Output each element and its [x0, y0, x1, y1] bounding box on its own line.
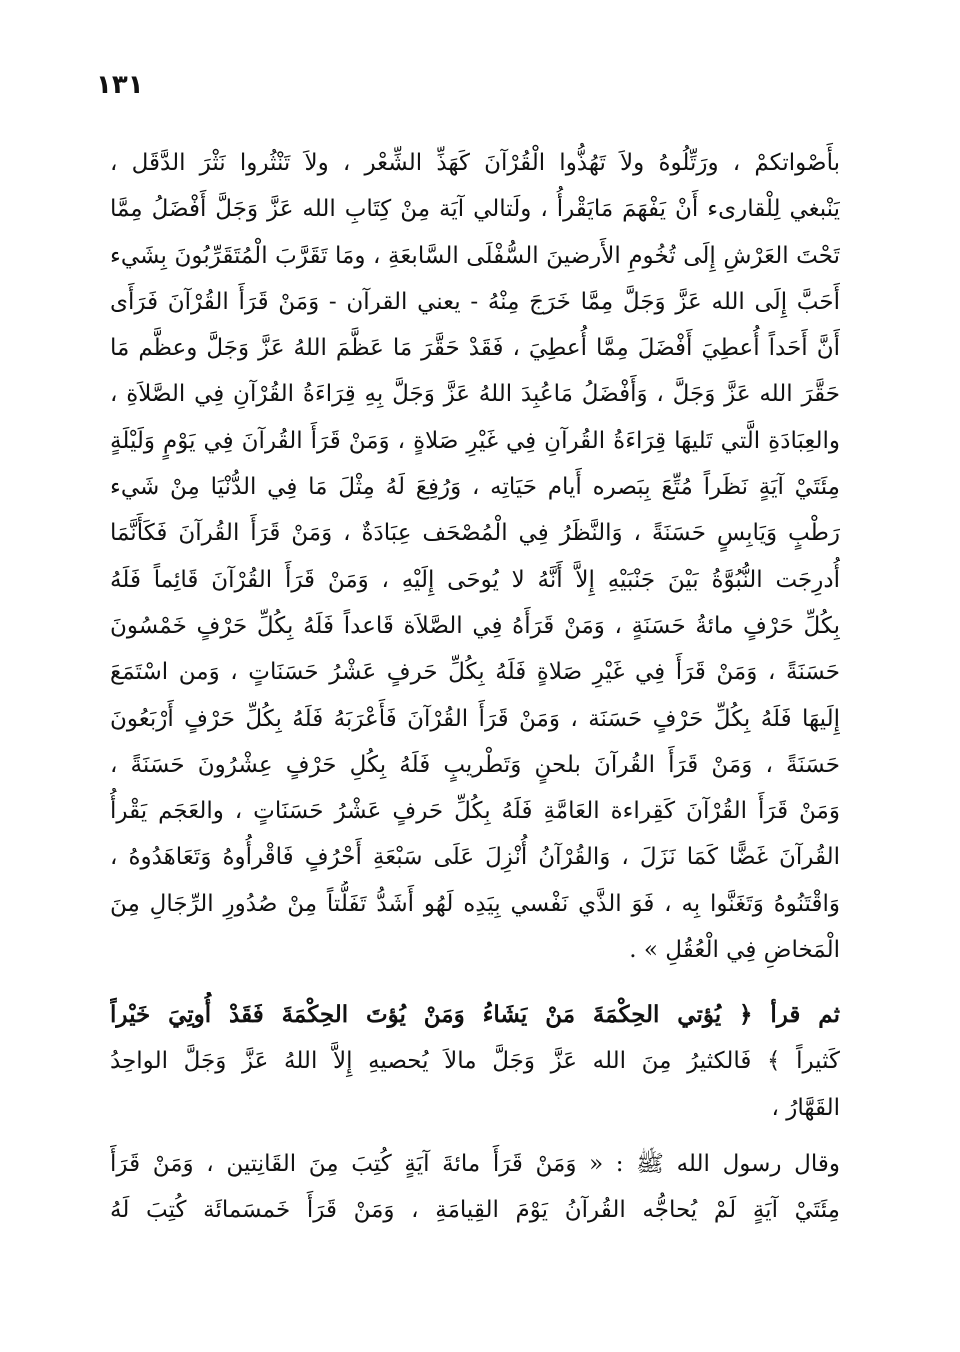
text-line: حَقَّرَ الله عَزَّ وَجَلَّ ، وَأَفْضَلُ مَاعُبِدَ اللهُ عَزَّ وَجَلَّ بِهِ قِرَاءَةُ القُرْآنِ فِي الصَّلاَةِ ،: [110, 381, 840, 408]
paragraph-hadith-text: [110, 140, 840, 973]
text-line: مِئَتَيْ آيَةٍ نَظَراً مُتِّعَ بِبَصره أَيام حَيَاتِه ، وَرُفِعَ لَهُ مِثْلَ مَا فِي الدُّنْيَا مِنْ شَيء: [110, 474, 840, 501]
text-line: القَهَّارُ ،: [771, 1094, 840, 1121]
text-line: القُرآنَ غَضًّا كَمَا نَزَلَ ، وَالقُرْآنُ أُنْزِلَ عَلَى سَبْعَةِ أَحْرُفٍ فَاقْرأُوهُ وَتَعَاهَدُوهُ ،: [110, 844, 840, 871]
text-line: إِلَيهَا فَلَهُ بِكُلِّ حَرْفٍ حَسَنَة ، وَمَنْ قَرَأَ القُرْآنَ فَأَعْرَبَهُ فَلَهُ بِكُلِّ حَرْفٍ أَرْبَعُونَ: [110, 705, 840, 732]
text-line: كَثيراً ﴾ فَالكثيرُ مِنَ الله عَزَّ وَجَلَّ مالاَ يُحصيهِ إِلاَّ اللهُ عَزَّ وَجَلَّ الواحِدُ: [110, 1048, 840, 1075]
text-line: حَسَنَةً ، وَمَنْ قَرَأَ فِي غَيْرِ صَلاةٍ فَلَهُ بِكُلِّ حَرفٍ عَشْرُ حَسَنَاتٍ ، وَمن اسْتَمَعَ: [110, 659, 840, 686]
text-line: يَنْبغي لِلْقارىء أَنْ يَفْهَمَ مَايَقْرأُ ، ولَتالي آيَة مِنْ كِتَابِ الله عَزَّ وَجَلَّ أَفْضَلُ مِمَّا: [110, 196, 840, 223]
text-line: بأَصْواتكمْ ، ورَتِّلُوهُ ولاَ تَهُذُّوا الْقُرْآنَ كَهَذِّ الشِّعْر ، ولاَ تَنْثُروا نَثْرَ الدَّقَل ،: [110, 150, 840, 176]
text-line: وَاقْتَنُوهُ وَتَغَنَّوا بِه ، فَوَ الذَّي نَفْسي بِيَدِه لَهُو أَشَدُّ تَفَلُّتاً مِنْ صُدُورِ الرِّجَالِ مِنَ: [110, 890, 840, 917]
text-line: أَنَّ أَحَداً أُعطِيَ أَفْضَلَ مِمَّا أُعطِيَ ، فَقَدْ حَقَّرَ مَا عَظَّمَ اللهُ عَزَّ وَجَلَّ وعظَّم مَا: [110, 335, 840, 362]
page-number: ١٣١: [96, 70, 144, 100]
text-line: مِئَتَيْ آيَةٍ لَمْ يُحاجُّه القُرآنُ يَوْمَ القِيامَةِ ، وَمَنْ قَرَأَ خَمسَمائَة كُتِبَ لَهُ: [110, 1197, 840, 1224]
text-line: وَمَنْ قَرَأَ القُرْآنَ كَقِراءة العَامَّةِ فَلَهُ بِكُلِّ حَرفٍ عَشْرُ حَسَنَاتٍ ، والعَجَم يَقْرأُ: [110, 798, 840, 825]
text-line: تَحْتَ العَرْشِ إِلَى تُخُومِ الأَرضينَ السُّفْلَى السَّابعَةِ ، ومَا تَقَرَّبَ الْمُتَقَرِّبُونَ بِشَيء: [110, 242, 840, 269]
text-line: أَحَبَّ إِلَى الله عَزَّ وَجَلَّ مِمَّا خَرَجَ مِنْهُ - يعني القرآن - وَمَنْ قَرَأَ القُرْآنَ فَرَأَى: [110, 288, 840, 315]
verse-line: ثم قرأ ﴿ يُؤتي الحِكْمَةَ مَنْ يَشَاءُ وَمَنْ يُؤتَ الحِكْمَةَ فَقَدْ أُوتِيَ خَيْراً: [110, 1001, 840, 1028]
text-line: أُدرِجَت النُّبُوَّةُ بَيْنَ جَنْبَيْهِ إِلاَّ أَنَّهُ لا يُوحَى إِلَيْهِ ، وَمَنْ قَرَأَ القُرْآنَ قَائِماً فَلَهُ: [110, 566, 840, 593]
text-line: الْمَخاضِ فِي الْعُقُلِ » .: [629, 937, 840, 964]
text-line: رَطْبٍ وَيَابِسٍ حَسَنَةً ، وَالنَّظَرُ فِي الْمُصْحَف عِبَادَةٌ ، وَمَنْ قَرَأَ القُرآنَ فَكَأَنَّمَا: [110, 520, 840, 547]
text-line: حَسَنَةً ، وَمَنْ قَرَأَ القُرآنَ بلحنٍ وَتَطْريبٍ فَلَهُ بِكُلِ حَرْفٍ عِشْرُونَ حَسَنَةً ،: [110, 751, 840, 778]
text-line: وقال رسول الله ﷺ : « وَمَنْ قَرَأَ مائةَ آيَةٍ كُتِبَ مِنَ القَانِتين ، وَمَنْ قَرَأَ: [110, 1151, 840, 1177]
paragraph-quran-verse: [110, 992, 840, 1131]
paragraph-prophet-saying: [110, 1141, 840, 1234]
text-line: والعِبَادَةِ الَّتي تَليهَا قِرَاءَةُ القُرآنِ فِي غَيْرِ صَلاةٍ ، وَمَنْ قَرَأَ القُرآنَ فِي يَوْمٍ وَلَيْلَةٍ: [110, 427, 840, 454]
text-line: بِكُلِّ حَرْفٍ مائةُ حَسَنَةٍ ، وَمَنْ قَرَأَهُ فِي الصَّلاَة قَاعداً فَلَهُ بِكُلِّ حَرْفٍ خَمْسُونَ: [110, 612, 840, 639]
